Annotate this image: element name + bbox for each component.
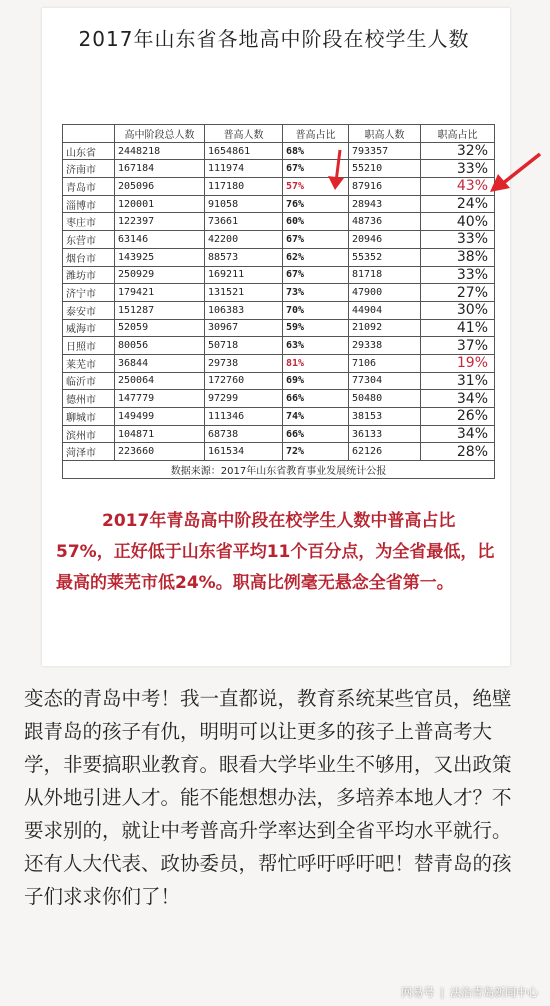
cell-region: 淄博市 xyxy=(63,195,115,213)
cell-general: 30967 xyxy=(205,319,283,337)
cell-total: 104871 xyxy=(115,425,205,443)
account-name: 法治青岛新闻中心 xyxy=(450,986,538,999)
cell-general-pct: 59% xyxy=(283,319,349,337)
table-row xyxy=(63,337,495,355)
cell-general-pct: 67% xyxy=(283,160,349,178)
table-row xyxy=(63,425,495,443)
cell-vocational: 87916 xyxy=(349,178,421,196)
cell-vocational: 50480 xyxy=(349,390,421,408)
cell-region: 临沂市 xyxy=(63,372,115,390)
cell-region: 山东省 xyxy=(63,142,115,160)
cell-general: 1654861 xyxy=(205,142,283,160)
cell-general: 117180 xyxy=(205,178,283,196)
cell-general: 42200 xyxy=(205,231,283,249)
source-row xyxy=(63,461,495,479)
cell-vocational: 21092 xyxy=(349,319,421,337)
cell-vocational-pct: 38% xyxy=(421,248,495,266)
cell-general-pct: 69% xyxy=(283,372,349,390)
platform-name: 网易号 xyxy=(401,986,435,999)
cell-general-pct: 62% xyxy=(283,248,349,266)
cell-region: 泰安市 xyxy=(63,301,115,319)
cell-region: 东营市 xyxy=(63,231,115,249)
table-row xyxy=(63,390,495,408)
cell-vocational: 55210 xyxy=(349,160,421,178)
cell-total: 250929 xyxy=(115,266,205,284)
cell-general-pct: 72% xyxy=(283,443,349,461)
cell-general: 97299 xyxy=(205,390,283,408)
cell-region: 聊城市 xyxy=(63,408,115,426)
cell-total: 120001 xyxy=(115,195,205,213)
cell-general: 29738 xyxy=(205,354,283,372)
cell-general: 161534 xyxy=(205,443,283,461)
cell-general-pct: 67% xyxy=(283,266,349,284)
cell-total: 52059 xyxy=(115,319,205,337)
cell-vocational-pct: 27% xyxy=(421,284,495,302)
cell-general: 88573 xyxy=(205,248,283,266)
table-row xyxy=(63,160,495,178)
cell-total: 250064 xyxy=(115,372,205,390)
stats-table xyxy=(62,124,495,479)
cell-total: 223660 xyxy=(115,443,205,461)
table-row xyxy=(63,354,495,372)
cell-general: 111974 xyxy=(205,160,283,178)
col-header-region xyxy=(63,125,115,143)
table-row xyxy=(63,213,495,231)
col-header-total: 高中阶段总人数 xyxy=(115,125,205,143)
table-row xyxy=(63,142,495,160)
cell-vocational-pct: 37% xyxy=(421,337,495,355)
cell-total: 147779 xyxy=(115,390,205,408)
cell-total: 205096 xyxy=(115,178,205,196)
cell-total: 80056 xyxy=(115,337,205,355)
cell-region: 威海市 xyxy=(63,319,115,337)
cell-vocational-pct: 31% xyxy=(421,372,495,390)
table-row xyxy=(63,408,495,426)
cell-vocational: 62126 xyxy=(349,443,421,461)
cell-vocational: 36133 xyxy=(349,425,421,443)
cell-general-pct: 66% xyxy=(283,390,349,408)
cell-vocational-pct: 32% xyxy=(421,142,495,160)
table-row xyxy=(63,443,495,461)
table-row xyxy=(63,319,495,337)
source-note: 数据来源：2017年山东省教育事业发展统计公报 xyxy=(63,461,495,479)
cell-vocational-pct: 30% xyxy=(421,301,495,319)
cell-region: 菏泽市 xyxy=(63,443,115,461)
cell-general-pct: 76% xyxy=(283,195,349,213)
cell-vocational-pct: 34% xyxy=(421,390,495,408)
article-body: 变态的青岛中考！我一直都说，教育系统某些官员，绝壁跟青岛的孩子有仇，明明可以让更多的孩子上普高考大学，非要搞职业教育。眼看大学毕业生不够用，又出政策从外地引进人才。能不能想想办法，多培养本地人才？不要求别的，就让中考普高升学率达到全省平均水平就行。还有人大代表、政协委员，帮忙呼吁呼吁吧！替青岛的孩子们求求你们了！ xyxy=(24,687,512,908)
cell-vocational: 81718 xyxy=(349,266,421,284)
cell-vocational: 55352 xyxy=(349,248,421,266)
cell-general-pct: 57% xyxy=(283,178,349,196)
table-row xyxy=(63,231,495,249)
cell-general: 169211 xyxy=(205,266,283,284)
cell-general: 106383 xyxy=(205,301,283,319)
cell-vocational-pct: 33% xyxy=(421,231,495,249)
cell-vocational-pct: 41% xyxy=(421,319,495,337)
cell-total: 179421 xyxy=(115,284,205,302)
cell-region: 烟台市 xyxy=(63,248,115,266)
footer-divider: | xyxy=(440,986,444,999)
cell-general-pct: 74% xyxy=(283,408,349,426)
table-row xyxy=(63,301,495,319)
cell-general: 111346 xyxy=(205,408,283,426)
cell-general-pct: 67% xyxy=(283,231,349,249)
cell-region: 莱芜市 xyxy=(63,354,115,372)
cell-vocational: 29338 xyxy=(349,337,421,355)
table-row xyxy=(63,284,495,302)
cell-general-pct: 63% xyxy=(283,337,349,355)
cell-vocational-pct: 33% xyxy=(421,266,495,284)
cell-vocational: 28943 xyxy=(349,195,421,213)
cell-general-pct: 66% xyxy=(283,425,349,443)
cell-vocational: 7106 xyxy=(349,354,421,372)
cell-total: 36844 xyxy=(115,354,205,372)
table-header-row xyxy=(63,125,495,143)
table-row xyxy=(63,178,495,196)
cell-general-pct: 81% xyxy=(283,354,349,372)
cell-total: 2448218 xyxy=(115,142,205,160)
col-header-general: 普高人数 xyxy=(205,125,283,143)
cell-general: 172760 xyxy=(205,372,283,390)
cell-region: 潍坊市 xyxy=(63,266,115,284)
table-row xyxy=(63,372,495,390)
table-title: 2017年山东省各地高中阶段在校学生人数 xyxy=(78,27,470,51)
cell-total: 151287 xyxy=(115,301,205,319)
cell-vocational: 38153 xyxy=(349,408,421,426)
cell-vocational-pct: 34% xyxy=(421,425,495,443)
cell-region: 日照市 xyxy=(63,337,115,355)
col-header-general-pct: 普高占比 xyxy=(283,125,349,143)
cell-vocational-pct: 24% xyxy=(421,195,495,213)
cell-general: 131521 xyxy=(205,284,283,302)
footer-watermark xyxy=(401,984,538,1000)
cell-vocational-pct: 26% xyxy=(421,408,495,426)
arrow-left-icon xyxy=(488,150,544,194)
cell-vocational-pct: 28% xyxy=(421,443,495,461)
cell-region: 枣庄市 xyxy=(63,213,115,231)
table-row xyxy=(63,248,495,266)
cell-vocational: 793357 xyxy=(349,142,421,160)
cell-general: 50718 xyxy=(205,337,283,355)
cell-general: 68738 xyxy=(205,425,283,443)
cell-vocational: 44904 xyxy=(349,301,421,319)
cell-general: 91058 xyxy=(205,195,283,213)
table-row xyxy=(63,266,495,284)
cell-general-pct: 73% xyxy=(283,284,349,302)
cell-general-pct: 70% xyxy=(283,301,349,319)
cell-total: 149499 xyxy=(115,408,205,426)
col-header-vocational: 职高人数 xyxy=(349,125,421,143)
cell-total: 63146 xyxy=(115,231,205,249)
cell-general: 73661 xyxy=(205,213,283,231)
callout-text: 2017年青岛高中阶段在校学生人数中普高占比57%，正好低于山东省平均11个百分点，为全省最低，比最高的莱芜市低24%。职高比例毫无悬念全省第一。 xyxy=(56,511,495,593)
cell-vocational: 47900 xyxy=(349,284,421,302)
cell-vocational-pct: 19% xyxy=(421,354,495,372)
cell-region: 德州市 xyxy=(63,390,115,408)
cell-general-pct: 60% xyxy=(283,213,349,231)
cell-vocational: 20946 xyxy=(349,231,421,249)
cell-vocational-pct: 40% xyxy=(421,213,495,231)
cell-region: 济南市 xyxy=(63,160,115,178)
cell-general-pct: 68% xyxy=(283,142,349,160)
cell-vocational: 48736 xyxy=(349,213,421,231)
cell-region: 滨州市 xyxy=(63,425,115,443)
cell-region: 济宁市 xyxy=(63,284,115,302)
cell-total: 167184 xyxy=(115,160,205,178)
cell-vocational-pct: 43% xyxy=(421,178,495,196)
arrow-down-icon xyxy=(324,148,350,192)
table-row xyxy=(63,195,495,213)
cell-vocational-pct: 33% xyxy=(421,160,495,178)
cell-total: 143925 xyxy=(115,248,205,266)
cell-vocational: 77304 xyxy=(349,372,421,390)
cell-region: 青岛市 xyxy=(63,178,115,196)
cell-total: 122397 xyxy=(115,213,205,231)
col-header-vocational-pct: 职高占比 xyxy=(421,125,495,143)
